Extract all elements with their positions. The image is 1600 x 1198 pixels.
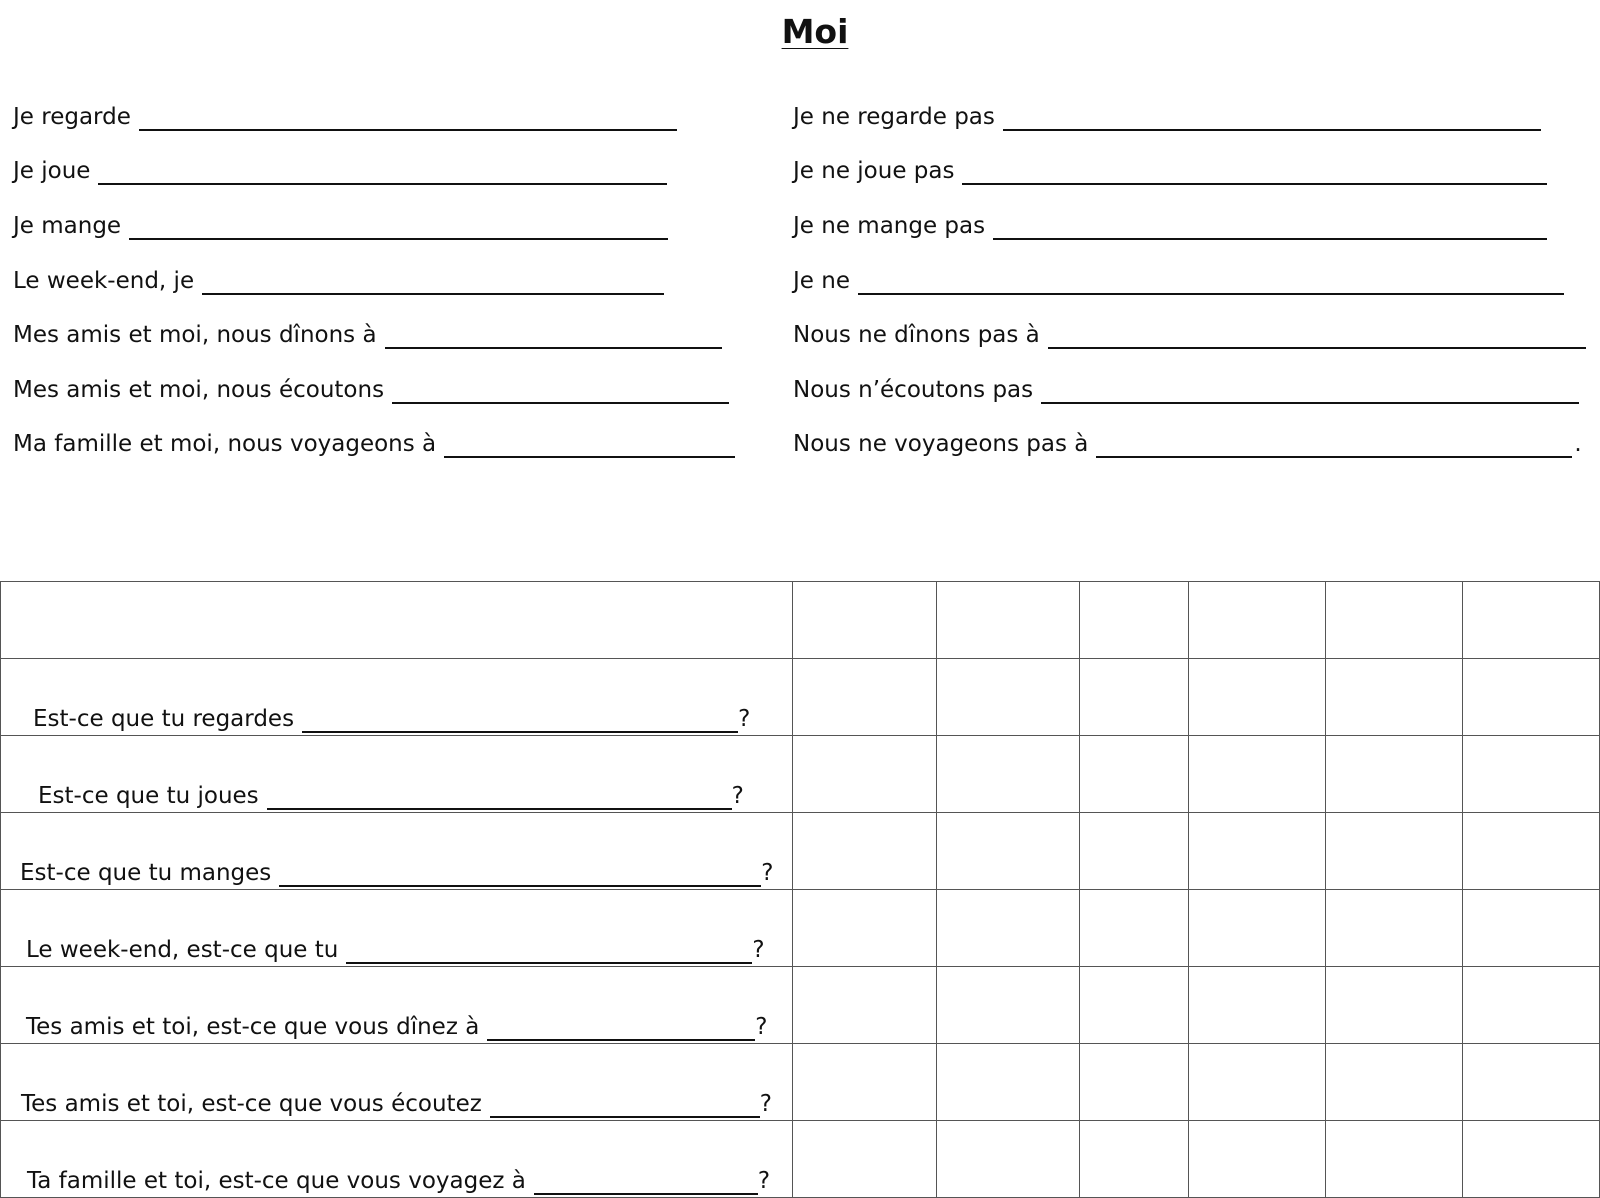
name-cell[interactable]: [1080, 582, 1189, 659]
statement-line: [13, 103, 677, 131]
table-row: [1, 1044, 1600, 1121]
answer-cell[interactable]: [1189, 890, 1326, 967]
question-label: Tes amis et toi, est-ce que vous écoutez: [21, 1091, 482, 1117]
answer-cell[interactable]: [1080, 967, 1189, 1044]
question-label: Ta famille et toi, est-ce que vous voyagez à: [27, 1168, 526, 1194]
question: [1, 936, 792, 966]
answer-blank[interactable]: [1096, 434, 1572, 458]
question-cell: [1, 813, 793, 890]
answer-blank[interactable]: [129, 216, 668, 240]
statement-line: [793, 103, 1541, 131]
question-cell: [1, 736, 793, 813]
answer-blank[interactable]: [858, 271, 1564, 295]
statement-label: Nous n’écoutons pas: [793, 377, 1034, 403]
statement-line: [793, 212, 1547, 240]
answer-blank[interactable]: [202, 271, 664, 295]
answer-blank[interactable]: [1048, 325, 1586, 349]
answer-blank[interactable]: [1041, 380, 1579, 404]
answer-cell[interactable]: [793, 1044, 937, 1121]
answer-cell[interactable]: [1189, 1121, 1326, 1198]
statement-line: [793, 321, 1586, 349]
statement-line: [13, 212, 668, 240]
table-row: [1, 967, 1600, 1044]
answer-cell[interactable]: [1189, 813, 1326, 890]
answer-blank[interactable]: [385, 325, 722, 349]
answer-blank[interactable]: [346, 940, 752, 964]
answer-cell[interactable]: [1080, 659, 1189, 736]
question-label: Est-ce que tu regardes: [33, 706, 295, 732]
answer-cell[interactable]: [1326, 890, 1463, 967]
answer-cell[interactable]: [937, 890, 1080, 967]
statement-line: [793, 430, 1582, 458]
table-row: [1, 736, 1600, 813]
question: [1, 1167, 792, 1197]
statement-line: [13, 430, 735, 458]
question-mark: ?: [761, 860, 774, 886]
answer-cell[interactable]: [1326, 967, 1463, 1044]
statement-label: Je ne: [793, 268, 850, 294]
answer-cell[interactable]: [1189, 1044, 1326, 1121]
answer-cell[interactable]: [1326, 1044, 1463, 1121]
answer-cell[interactable]: [937, 813, 1080, 890]
question-mark: ?: [755, 1014, 768, 1040]
answer-cell[interactable]: [793, 1121, 937, 1198]
question-mark: ?: [738, 706, 751, 732]
statement-label: Je regarde: [13, 104, 131, 130]
answer-blank[interactable]: [534, 1171, 758, 1195]
answer-cell[interactable]: [793, 659, 937, 736]
answer-blank[interactable]: [487, 1017, 755, 1041]
statement-suffix: .: [1574, 431, 1582, 457]
question-cell: [1, 890, 793, 967]
answer-cell[interactable]: [937, 736, 1080, 813]
table-row: [1, 813, 1600, 890]
survey-grid: [0, 581, 1600, 1198]
question: [1, 859, 792, 889]
answer-cell[interactable]: [1189, 736, 1326, 813]
statement-label: Mes amis et moi, nous écoutons: [13, 377, 385, 403]
answer-cell[interactable]: [937, 1044, 1080, 1121]
answer-blank[interactable]: [139, 107, 677, 131]
answer-cell[interactable]: [937, 1121, 1080, 1198]
name-cell[interactable]: [937, 582, 1080, 659]
statement-label: Je joue: [13, 158, 91, 184]
answer-blank[interactable]: [1003, 107, 1541, 131]
question: [1, 1090, 792, 1120]
answer-cell[interactable]: [1463, 890, 1600, 967]
header-row: [1, 582, 1600, 659]
answer-cell[interactable]: [1326, 659, 1463, 736]
statement-label: Nous ne dînons pas à: [793, 322, 1040, 348]
answer-cell[interactable]: [1463, 659, 1600, 736]
answer-cell[interactable]: [1189, 967, 1326, 1044]
answer-cell[interactable]: [1463, 1044, 1600, 1121]
question-label: Tes amis et toi, est-ce que vous dînez à: [26, 1014, 480, 1040]
answer-cell[interactable]: [937, 967, 1080, 1044]
answer-blank[interactable]: [962, 161, 1547, 185]
answer-blank[interactable]: [993, 216, 1547, 240]
statement-label: Le week-end, je: [13, 268, 195, 294]
table-row: [1, 659, 1600, 736]
answer-cell[interactable]: [1326, 813, 1463, 890]
statement-label: Je mange: [13, 213, 122, 239]
answer-cell[interactable]: [1326, 736, 1463, 813]
statement-label: Ma famille et moi, nous voyageons à: [13, 431, 437, 457]
name-cell[interactable]: [1189, 582, 1326, 659]
page-title: Moi: [781, 12, 849, 51]
table-row: [1, 1121, 1600, 1198]
question-cell: [1, 1121, 793, 1198]
statement-line: [793, 157, 1547, 185]
question-cell: [1, 1044, 793, 1121]
statement-label: Je ne mange pas: [793, 213, 986, 239]
statement-line: [793, 267, 1564, 295]
answer-cell[interactable]: [793, 813, 937, 890]
answer-blank[interactable]: [98, 161, 667, 185]
answer-cell[interactable]: [793, 967, 937, 1044]
answer-blank[interactable]: [279, 863, 761, 887]
answer-cell[interactable]: [1080, 813, 1189, 890]
answer-cell[interactable]: [1463, 1121, 1600, 1198]
answer-cell[interactable]: [1189, 659, 1326, 736]
question-label: Le week-end, est-ce que tu: [26, 937, 339, 963]
question: [1, 705, 792, 735]
statement-line: [13, 321, 722, 349]
answer-blank[interactable]: [392, 380, 729, 404]
header-cell[interactable]: [1, 582, 793, 659]
statement-label: Nous ne voyageons pas à: [793, 431, 1089, 457]
question-mark: ?: [757, 1168, 771, 1194]
table-row: [1, 890, 1600, 967]
statement-label: Je ne regarde pas: [793, 104, 995, 130]
answer-blank[interactable]: [490, 1094, 760, 1118]
question-label: Est-ce que tu manges: [20, 860, 272, 886]
statement-line: [13, 157, 667, 185]
statement-label: Je ne joue pas: [793, 158, 955, 184]
answer-cell[interactable]: [1080, 1121, 1189, 1198]
name-cell[interactable]: [793, 582, 937, 659]
answer-cell[interactable]: [793, 890, 937, 967]
name-cell[interactable]: [1326, 582, 1463, 659]
statement-line: [13, 376, 729, 404]
statement-label: Mes amis et moi, nous dînons à: [13, 322, 377, 348]
question-mark: ?: [731, 783, 744, 809]
statement-line: [793, 376, 1579, 404]
name-cell[interactable]: [1463, 582, 1600, 659]
answer-cell[interactable]: [1080, 736, 1189, 813]
question-mark: ?: [752, 937, 765, 963]
answer-cell[interactable]: [1463, 736, 1600, 813]
answer-cell[interactable]: [1463, 967, 1600, 1044]
question-cell: [1, 659, 793, 736]
answer-cell[interactable]: [937, 659, 1080, 736]
question: [1, 782, 792, 812]
question: [1, 1013, 792, 1043]
answer-cell[interactable]: [793, 736, 937, 813]
answer-cell[interactable]: [1080, 890, 1189, 967]
question-mark: ?: [759, 1091, 773, 1117]
answer-blank[interactable]: [444, 434, 735, 458]
answer-blank[interactable]: [302, 709, 738, 733]
answer-blank[interactable]: [267, 786, 732, 810]
answer-cell[interactable]: [1080, 1044, 1189, 1121]
answer-cell[interactable]: [1326, 1121, 1463, 1198]
answer-cell[interactable]: [1463, 813, 1600, 890]
statement-line: [13, 267, 664, 295]
question-cell: [1, 967, 793, 1044]
question-label: Est-ce que tu joues: [38, 783, 259, 809]
